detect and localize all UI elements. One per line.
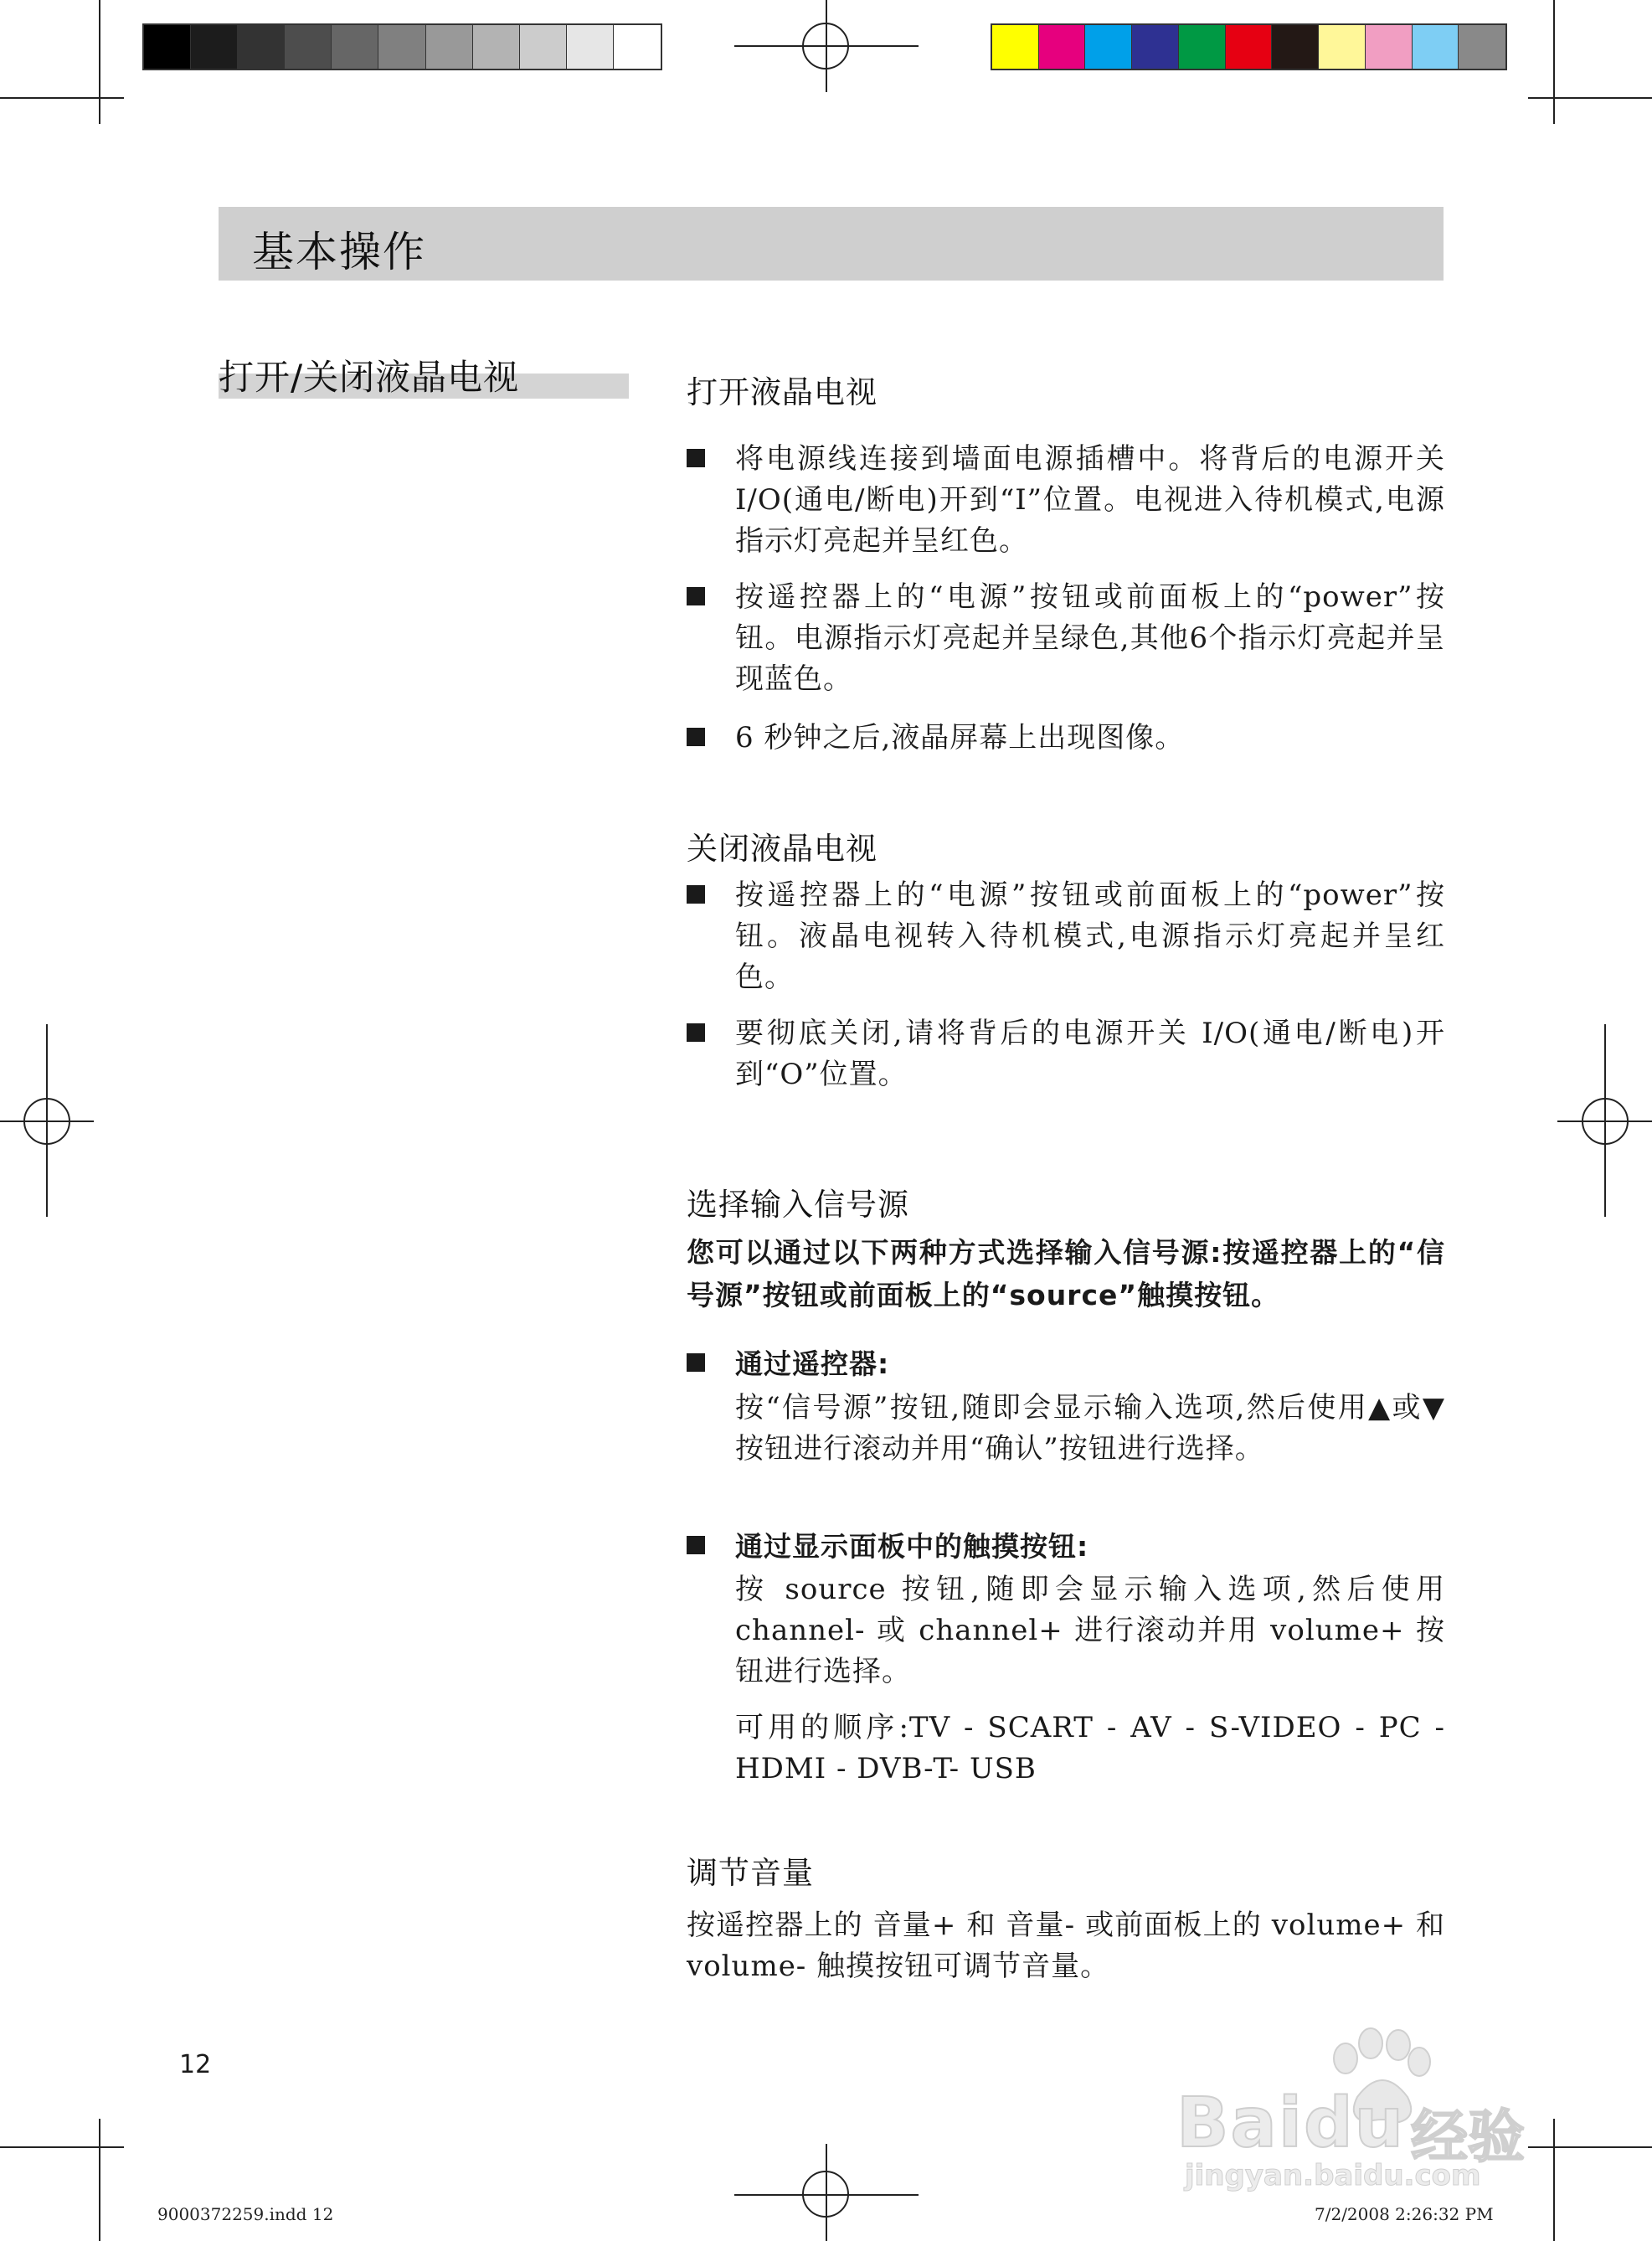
color-swatch: [1459, 25, 1505, 69]
crop-mark: [99, 0, 100, 124]
watermark-url: jingyan.baidu.com: [1185, 2159, 1481, 2192]
color-swatch: [426, 25, 473, 69]
registration-circle: [802, 2171, 849, 2218]
color-swatch: [191, 25, 238, 69]
list-item: [687, 1343, 1445, 1384]
list-item: [687, 875, 1445, 998]
color-swatch: [614, 25, 661, 69]
color-swatch: [1179, 25, 1226, 69]
remote-method-title: 通过遥控器:: [735, 1347, 890, 1380]
color-swatch: [1039, 25, 1086, 69]
color-swatch: [144, 25, 191, 69]
list-item: [687, 577, 1445, 700]
crop-mark: [1553, 2119, 1555, 2241]
color-swatch: [285, 25, 332, 69]
process-color-bar: [991, 23, 1507, 70]
grayscale-color-bar: [142, 23, 662, 70]
list-item: [687, 439, 1445, 562]
color-swatch: [567, 25, 614, 69]
color-swatch: [238, 25, 285, 69]
list-item-text: 按遥控器上的“电源”按钮或前面板上的“power”按钮。电源指示灯亮起并呈绿色,其他6个指示灯亮起并呈现蓝色。: [735, 580, 1445, 696]
crop-mark: [99, 2119, 100, 2241]
color-swatch: [378, 25, 425, 69]
bullet-square-icon: [687, 587, 705, 605]
list-item: [687, 718, 1445, 759]
section-heading-power-on: 打开液晶电视: [687, 374, 877, 410]
panel-method-text: 按 source 按钮,随即会显示输入选项,然后使用channel- 或 channel+ 进行滚动并用 volume+ 按钮进行选择。: [735, 1573, 1445, 1688]
watermark-brand: Baidu: [1176, 2084, 1406, 2163]
bullet-square-icon: [687, 1353, 705, 1372]
list-item-text: 按遥控器上的“电源”按钮或前面板上的“power”按钮。液晶电视转入待机模式,电源指示灯亮起并呈红色。: [735, 878, 1445, 994]
color-swatch: [1226, 25, 1273, 69]
chapter-title: 基本操作: [252, 228, 426, 276]
color-swatch: [520, 25, 567, 69]
bullet-square-icon: [687, 885, 705, 904]
bullet-square-icon: [687, 1536, 705, 1554]
color-swatch: [1132, 25, 1179, 69]
bullet-square-icon: [687, 728, 705, 746]
bullet-square-icon: [687, 1023, 705, 1042]
footer-file-info: 9000372259.indd 12: [157, 2204, 334, 2224]
input-source-intro: 您可以通过以下两种方式选择输入信号源:按遥控器上的“信号源”按钮或前面板上的“source”触摸按钮。: [687, 1236, 1445, 1311]
color-swatch: [473, 25, 520, 69]
watermark-suffix: 经验: [1411, 2104, 1526, 2171]
source-order-text: 可用的顺序:TV - SCART - AV - S-VIDEO - PC - HDMI - DVB-T- USB: [735, 1711, 1445, 1785]
crop-mark: [1553, 0, 1555, 124]
color-swatch: [332, 25, 378, 69]
remote-method-text: 按“信号源”按钮,随即会显示输入选项,然后使用▲或▼ 按钮进行滚动并用“确认”按钮进行选择。: [735, 1391, 1445, 1466]
section-heading-volume: 调节音量: [687, 1855, 814, 1891]
side-heading: 打开/关闭液晶电视: [219, 357, 520, 398]
color-swatch: [1366, 25, 1413, 69]
crop-mark: [1528, 97, 1652, 99]
color-swatch: [1413, 25, 1459, 69]
footer-timestamp: 7/2/2008 2:26:32 PM: [1315, 2204, 1494, 2224]
registration-circle: [23, 1098, 70, 1145]
color-swatch: [1085, 25, 1132, 69]
bullet-square-icon: [687, 449, 705, 467]
panel-method-title: 通过显示面板中的触摸按钮:: [735, 1530, 1089, 1563]
crop-mark: [0, 2146, 124, 2148]
registration-circle: [1582, 1098, 1629, 1145]
list-item-text: 要彻底关闭,请将背后的电源开关 I/O(通电/断电)开到“O”位置。: [735, 1017, 1445, 1091]
section-heading-power-off: 关闭液晶电视: [687, 831, 877, 867]
section-heading-input-source: 选择输入信号源: [687, 1187, 909, 1223]
list-item: [687, 1526, 1445, 1567]
crop-mark: [0, 97, 124, 99]
color-swatch: [1272, 25, 1319, 69]
registration-circle: [802, 23, 849, 70]
chapter-header: [219, 207, 1444, 281]
baidu-watermark: [1168, 2010, 1553, 2192]
color-swatch: [1319, 25, 1366, 69]
page-number: 12: [179, 2050, 212, 2079]
color-swatch: [992, 25, 1039, 69]
list-item: [687, 1013, 1445, 1095]
list-item-text: 6 秒钟之后,液晶屏幕上出现图像。: [735, 721, 1185, 755]
volume-text: 按遥控器上的 音量+ 和 音量- 或前面板上的 volume+ 和 volume- 触摸按钮可调节音量。: [687, 1909, 1445, 1983]
list-item-text: 将电源线连接到墙面电源插槽中。将背后的电源开关I/O(通电/断电)开到“I”位置。电视进入待机模式,电源指示灯亮起并呈红色。: [735, 442, 1445, 558]
